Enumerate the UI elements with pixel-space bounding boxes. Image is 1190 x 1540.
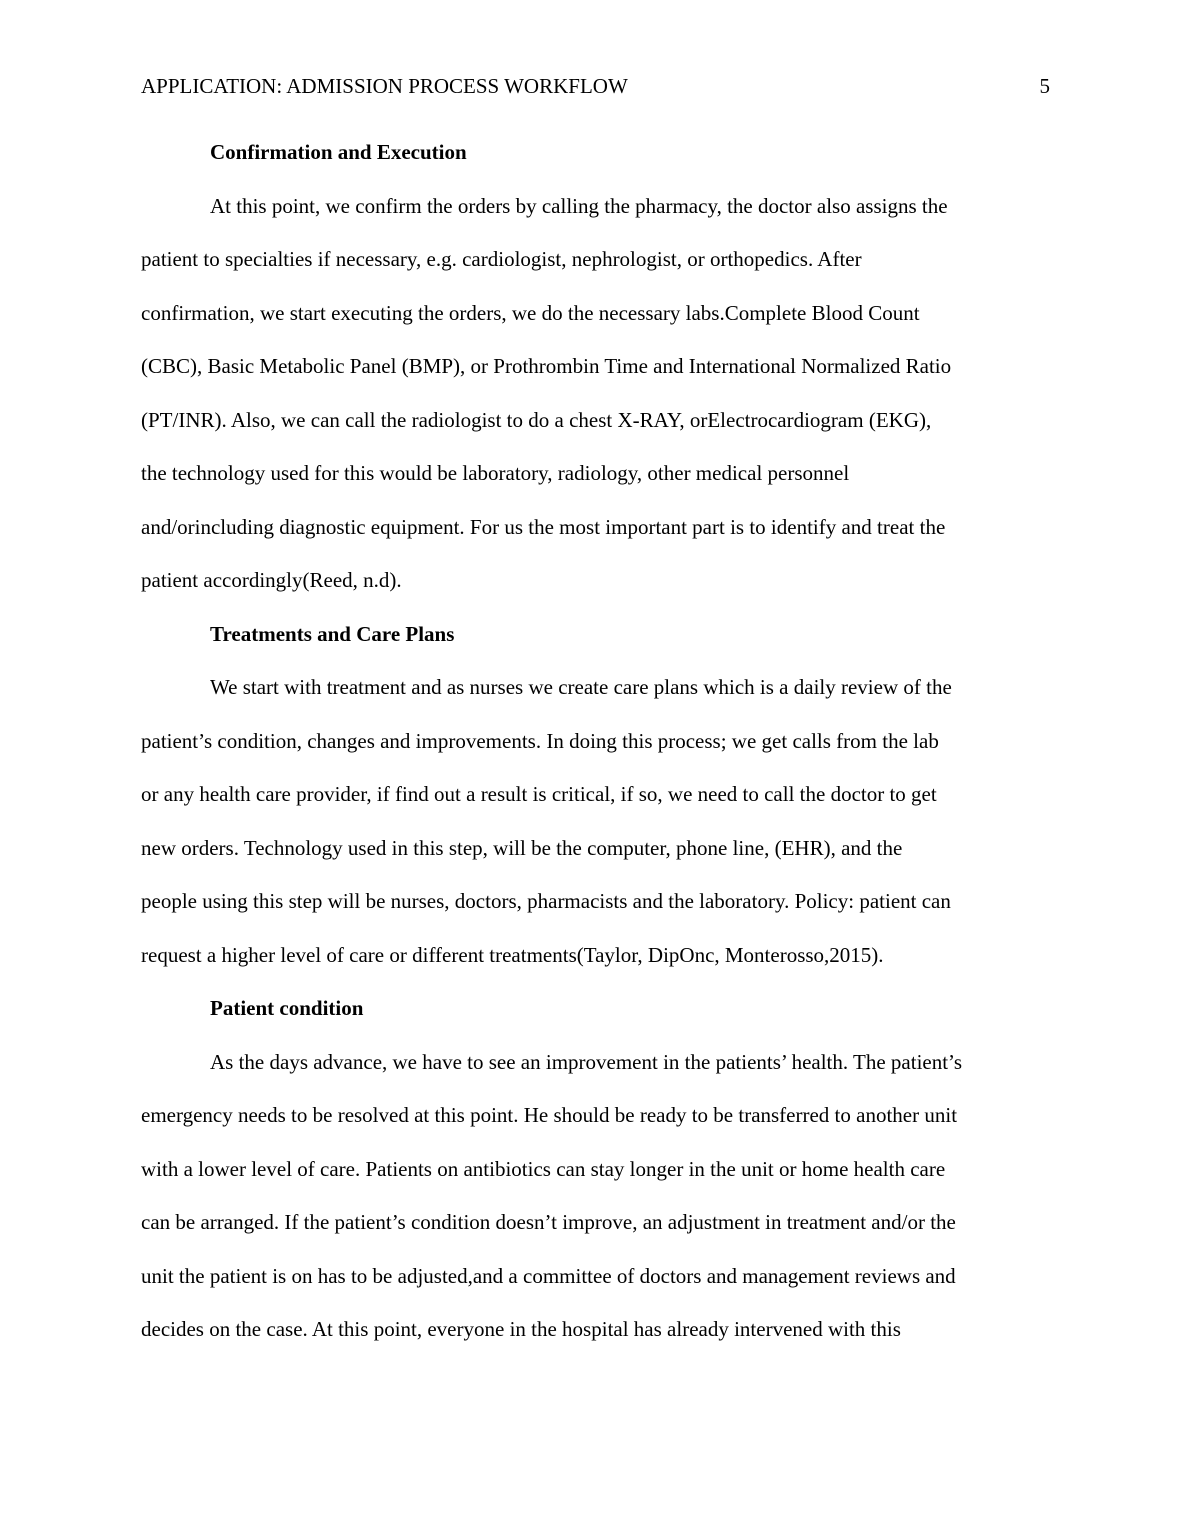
paragraph-line: request a higher level of care or different treatments(Taylor, DipOnc, Monterosso,2015). xyxy=(141,942,884,967)
paragraph-line: emergency needs to be resolved at this point. He should be ready to be transferred to another unit xyxy=(141,1103,958,1127)
running-head xyxy=(141,72,1050,100)
paragraph-line: unit the patient is on has to be adjusted,and a committee of doctors and management reviews and xyxy=(141,1263,956,1288)
paragraph-line: (CBC), Basic Metabolic Panel (BMP), or Prothrombin Time and International Normalized Ratio xyxy=(141,354,952,378)
paragraph-line: As the days advance, we have to see an improvement in the patients’ health. The patient’s xyxy=(210,1049,963,1074)
paragraph-confirmation-and-execution xyxy=(141,180,1050,608)
paragraph-line: patient to specialties if necessary, e.g. cardiologist, nephrologist, or orthopedics. After xyxy=(141,247,862,271)
paragraph-treatments-and-care-plans xyxy=(141,661,1050,982)
paragraph-line: or any health care provider, if find out a result is critical, if so, we need to call the doctor to get xyxy=(141,782,937,806)
page-number: 5 xyxy=(1039,74,1050,98)
section-heading-confirmation-and-execution: Confirmation and Execution xyxy=(210,140,467,164)
section-heading-patient-condition: Patient condition xyxy=(210,996,364,1020)
paragraph-line: patient accordingly(Reed, n.d). xyxy=(141,568,402,592)
paragraph-line: people using this step will be nurses, doctors, pharmacists and the laboratory. Policy: patient can xyxy=(141,889,951,913)
body-text xyxy=(141,126,1050,1357)
paragraph-line: patient’s condition, changes and improvements. In doing this process; we get calls from the lab xyxy=(141,728,939,753)
paragraph-line: We start with treatment and as nurses we create care plans which is a daily review of the xyxy=(210,675,952,699)
paragraph-line: and/orincluding diagnostic equipment. For us the most important part is to identify and treat the xyxy=(141,514,946,539)
section-heading-treatments-and-care-plans: Treatments and Care Plans xyxy=(210,621,455,646)
paragraph-line: (PT/INR). Also, we can call the radiologist to do a chest X-RAY, orElectrocardiogram (EKG), xyxy=(141,407,932,432)
paragraph-line: confirmation, we start executing the orders, we do the necessary labs.Complete Blood Count xyxy=(141,300,920,325)
paragraph-line: new orders. Technology used in this step, will be the computer, phone line, (EHR), and the xyxy=(141,835,903,860)
paragraph-patient-condition xyxy=(141,1036,1050,1357)
paragraph-line: decides on the case. At this point, everyone in the hospital has already intervened with this xyxy=(141,1317,901,1341)
paragraph-line: can be arranged. If the patient’s condition doesn’t improve, an adjustment in treatment and/or the xyxy=(141,1210,956,1234)
paragraph-line: At this point, we confirm the orders by calling the pharmacy, the doctor also assigns the xyxy=(210,193,948,218)
paragraph-line: the technology used for this would be laboratory, radiology, other medical personnel xyxy=(141,461,850,485)
running-head-title: APPLICATION: ADMISSION PROCESS WORKFLOW xyxy=(141,74,628,98)
paragraph-line: with a lower level of care. Patients on antibiotics can stay longer in the unit or home health care xyxy=(141,1156,946,1181)
